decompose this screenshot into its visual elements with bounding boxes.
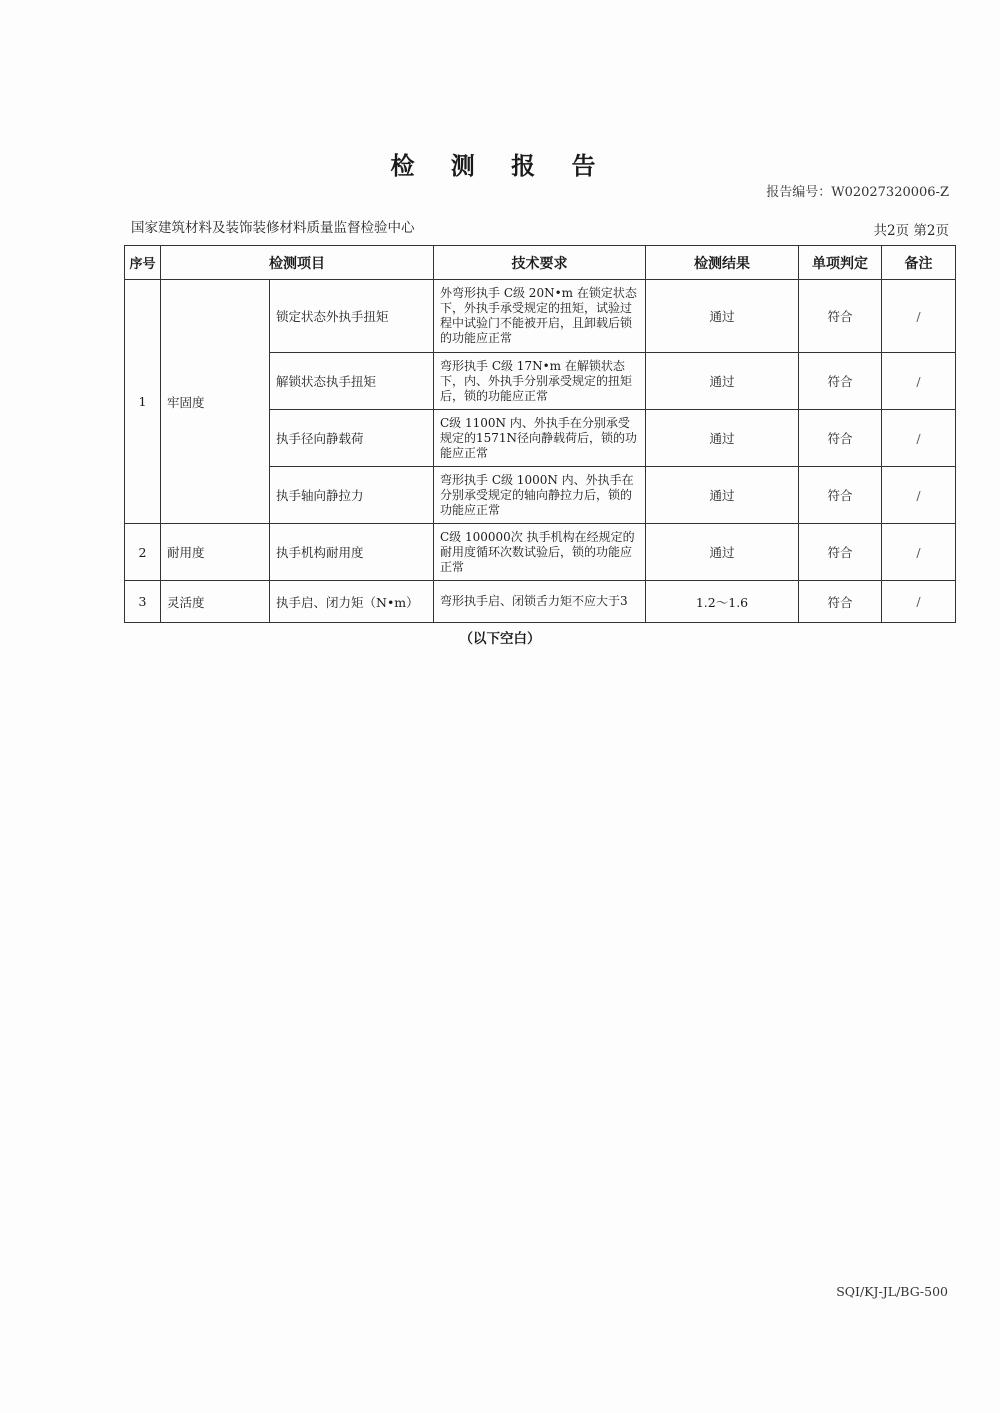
table-row [125, 524, 956, 581]
requirement-cell: 外弯形执手 C级 20N•m 在锁定状态下，外执手承受规定的扭矩，试验过程中试验门不能被开启，且卸载后锁的功能应正常 [434, 280, 646, 353]
header-result: 检测结果 [646, 246, 799, 280]
item-cell: 执手启、闭力矩（N•m） [270, 581, 434, 623]
requirement-cell: C级 1100N 内、外执手在分别承受规定的1571N径向静载荷后，锁的功能应正常 [434, 410, 646, 467]
form-code: SQI/KJ-JL/BG-500 [836, 1284, 948, 1299]
item-cell: 执手机构耐用度 [270, 524, 434, 581]
judgement-cell: 符合 [799, 280, 882, 353]
header-judgement: 单项判定 [799, 246, 882, 280]
category-cell: 牢固度 [161, 280, 270, 524]
table-header-row [125, 246, 956, 280]
blank-below-note: （以下空白） [459, 631, 541, 647]
remark-cell: / [882, 524, 956, 581]
judgement-cell: 符合 [799, 581, 882, 623]
test-results-table [124, 245, 956, 623]
report-title: 检 测 报 告 [390, 152, 610, 180]
seq-cell: 1 [125, 280, 161, 524]
result-cell: 1.2～1.6 [646, 581, 799, 623]
seq-cell: 2 [125, 524, 161, 581]
remark-cell: / [882, 280, 956, 353]
remark-cell: / [882, 353, 956, 410]
requirement-cell: 弯形执手 C级 17N•m 在解锁状态下，内、外执手分别承受规定的扭矩后，锁的功能应正常 [434, 353, 646, 410]
header-remark: 备注 [882, 246, 956, 280]
remark-cell: / [882, 467, 956, 524]
page-indicator: 共2页 第2页 [873, 223, 949, 239]
requirement-cell: C级 100000次 执手机构在经规定的耐用度循环次数试验后，锁的功能应正常 [434, 524, 646, 581]
header-seq: 序号 [125, 246, 161, 280]
requirement-cell: 弯形执手启、闭锁舌力矩不应大于3 [434, 581, 646, 623]
judgement-cell: 符合 [799, 410, 882, 467]
item-cell: 执手轴向静拉力 [270, 467, 434, 524]
requirement-cell: 弯形执手 C级 1000N 内、外执手在分别承受规定的轴向静拉力后，锁的功能应正常 [434, 467, 646, 524]
organization-name: 国家建筑材料及装饰装修材料质量监督检验中心 [131, 220, 415, 236]
result-cell: 通过 [646, 467, 799, 524]
result-cell: 通过 [646, 280, 799, 353]
remark-cell: / [882, 410, 956, 467]
header-requirement: 技术要求 [434, 246, 646, 280]
category-cell: 灵活度 [161, 581, 270, 623]
judgement-cell: 符合 [799, 353, 882, 410]
header-item: 检测项目 [161, 246, 434, 280]
category-cell: 耐用度 [161, 524, 270, 581]
table-row [125, 581, 956, 623]
report-number: 报告编号：W02027320006-Z [766, 185, 949, 200]
judgement-cell: 符合 [799, 467, 882, 524]
judgement-cell: 符合 [799, 524, 882, 581]
item-cell: 锁定状态外执手扭矩 [270, 280, 434, 353]
table-row [125, 280, 956, 353]
remark-cell: / [882, 581, 956, 623]
result-cell: 通过 [646, 410, 799, 467]
item-cell: 执手径向静载荷 [270, 410, 434, 467]
seq-cell: 3 [125, 581, 161, 623]
item-cell: 解锁状态执手扭矩 [270, 353, 434, 410]
result-cell: 通过 [646, 524, 799, 581]
result-cell: 通过 [646, 353, 799, 410]
